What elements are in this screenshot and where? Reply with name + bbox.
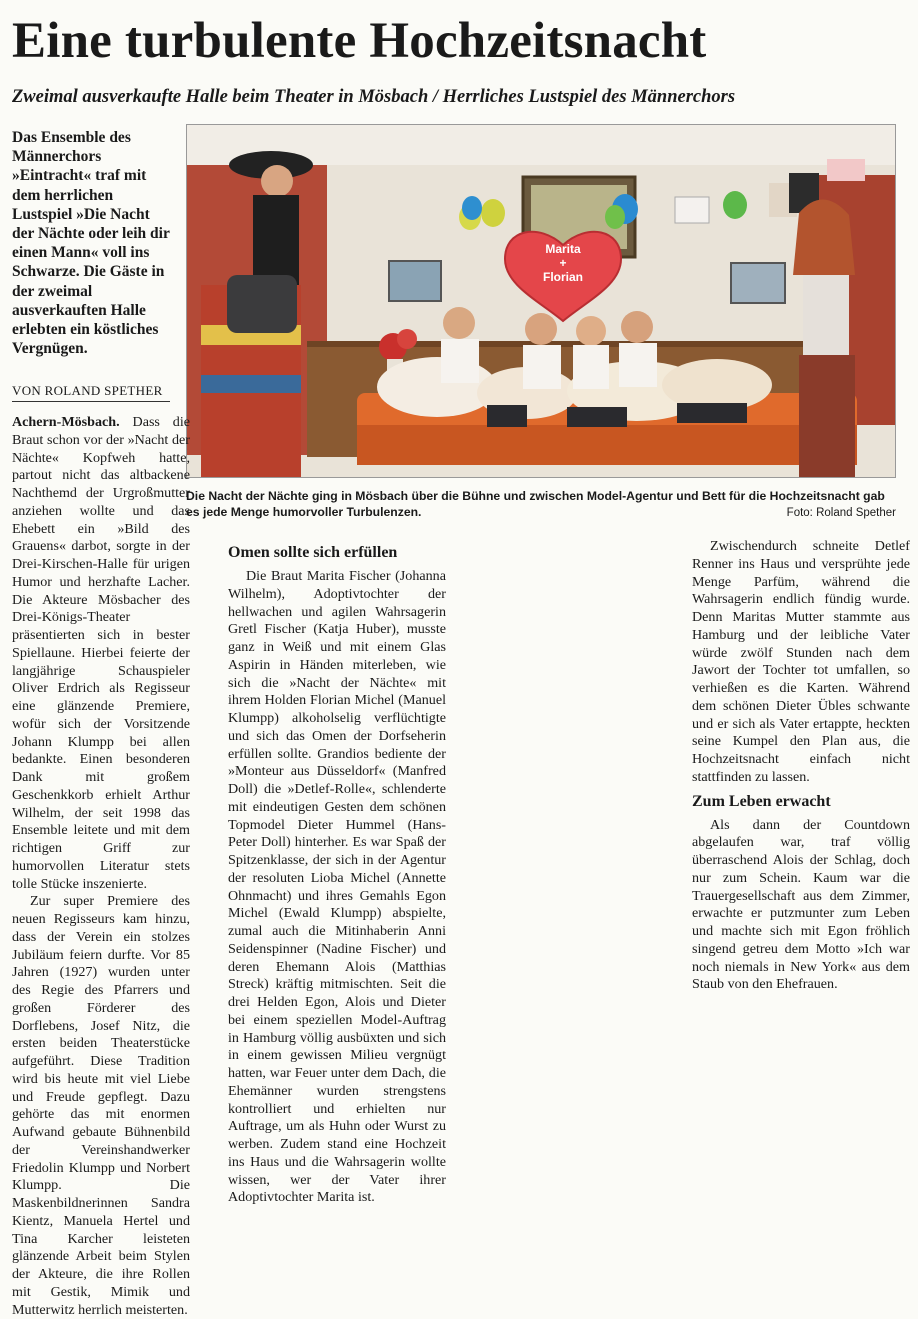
article-paragraph-4: Zwischendurch schneite Detlef Renner ins Haus und versprühte jede Menge Parfüm, während die Wahrsagerin endlich fündig wurde. Denn Maritas Mutter stammte aus Hamburg und der leibliche Vater würde zwölf Stunden nach dem Jawort der Tochter tot umfallen, so verhießen es die Karten. Während dem schönen Dieter Übles schwante und er sich als Vater ertappte, heckten seine Kumpel den Plan aus, die Hochzeitsnacht einfach nicht stattfinden zu lassen.	[692, 538, 910, 785]
subheading-omen: Omen sollte sich erfüllen	[228, 544, 398, 561]
lead-paragraph	[12, 128, 170, 358]
heart-sign-line3: Florian	[542, 270, 584, 284]
heart-sign-line1: Marita	[545, 242, 581, 256]
article-paragraph-5: Als dann der Countdown abgelaufen war, traf völlig überraschend Alois der Schlag, doch nur zum Schein. Kaum war die Trauergesellschaft aus dem Zimmer, erwachte er putzmunter zum Leben und machte sich mit Egon fröhlich singend getreu dem Motto »Ich war noch niemals in New York« aus dem Staub von den Ehefrauen.	[692, 816, 910, 993]
heart-sign-line2: +	[559, 256, 567, 270]
stage-photo	[186, 124, 896, 478]
subheading-leben: Zum Leben erwacht	[692, 792, 831, 810]
dateline: Achern-Mösbach.	[12, 414, 120, 430]
article-paragraph-1	[12, 414, 190, 893]
article-paragraph-2: Zur super Premiere des neuen Regisseurs kam hinzu, dass der Verein ein stolzes Jubiläum feiern durfte. Vor 85 Jahren (1927) wurden unter des Regie des Pfarrers und großen Förderer des Dorflebens, Josef Nitz, die ersten beiden Theaterstücke aufgeführt. Diese Tradition wird bis heute mit viel Liebe und Freude gepflegt. Dazu gehörte das mit enormen Aufwand gebaute Bühnenbild der Vereinshandwerker Friedolin Klumpp und Norbert Klumpp. Die Maskenbildnerinnen Sandra Kientz, Manuela Hertel und Tina Karcher leisteten glänzende Arbeit beim Stylen der Akteure, die ihre Rollen mit Gestik, Mimik und Mutterwitz herrlich meisterten.	[12, 893, 190, 1318]
article-column-1	[12, 414, 190, 1319]
article-paragraph-3: Die Braut Marita Fischer (Johanna Wilhelm), Adoptivtochter der hellwachen und agilen Wahrsagerin Gretl Fischer (Katja Huber), musste ganz in Weiß und mit einem Glas Aspirin in Händen miterleben, wie sich die »Nacht der Nächte« mit ihrem Holden Florian Michel (Manuel Klumpp) alkoholselig verflüchtigte und sich das Omen der Dorfseherin erfüllen sollte. Grandios bediente der »Monteur aus Düsseldorf« (Manfred Doll) die »Detlef-Rolle«, schlenderte mit eindeutigen Gesten dem schönen Topmodel Dieter Hummel (Hans-Peter Doll) hinterher. Es war Spaß der Spitzenklasse, der sich in der Agentur der resoluten Lioba Michel (Annette Ohnmacht) und ihres Gemahls Egon Michel (Ewald Klumpp) abspielte, zumal auch die Mitinhaberin Anni Seidenspinner (Nadine Fischer) und deren Ehemann Alois (Matthias Streck) kräftig mitmischten. Seit die drei Helden Egon, Alois und Dieter bei einem speziellen Model-Auftrag in Hamburg völlig ausbüxten und sich in einem gewissen Milieu vergnügt hatten, war Feuer unter dem Dach, die Ehemänner wurden strengstens kontrolliert und erhielten nur Auftrage, um als Huhn oder Wurst zu werben. Zudem stand eine Hochzeit ins Haus und die Wahrsagerin wollte wissen, wer der Vater ihrer Adoptivtochter Marita ist.	[228, 568, 446, 1206]
photo-credit: Foto: Roland Spether	[786, 507, 896, 519]
photo-caption: Die Nacht der Nächte ging in Mösbach über die Bühne und zwischen Model-Agentur und Bett für die Hochzeitsnacht gab es jede Menge humorvoller Turbulenzen.	[186, 489, 885, 519]
headline: Eine turbulente Hochzeitsnacht	[12, 13, 707, 69]
article-paragraph-1-text: Dass die Braut schon vor der »Nacht der Nächte« Kopfweh hatte, partout nicht das altbackene Nachthemd der Urgroßmutter anziehen wollte und das Ehebett ein »Bild des Grauens« darbot, sorgte in der Drei-Kirschen-Halle für urigen Humor und herzhafte Lacher. Die Akteure Mösbacher des Drei-Königs-Theater präsentierten sich in bester Spiellaune. Hierbei feierte der langjährige Schauspieler Oliver Erdrich als Regisseur eine glänzende Premiere, wofür sich der Vorsitzende Johann Klumpp bei allen bedankte. Einen besonderen Dank mit großem Geschenkkorb erhielt Arthur Wilhelm, der seit 1998 das Ensemble leitete und mit dem richtigen Griff zur humorvollen Literatur stets tolle Stücke inszenierte.	[12, 414, 190, 892]
subheadline: Zweimal ausverkaufte Halle beim Theater in Mösbach / Herrliches Lustspiel des Männerchors	[12, 87, 736, 107]
article-column-2	[228, 538, 446, 1207]
lead-text: Das Ensemble des Männerchors »Eintracht« traf mit dem herrlichen Lustspiel »Die Nacht der Nächte oder leih dir einen Mann« voll ins Schwarze. Die Gäste in der zweimal ausverkauften Halle erlebten ein köstliches Vergnügen.	[12, 129, 170, 358]
byline: VON ROLAND SPETHER	[12, 383, 170, 402]
stage-photo-illustration	[187, 125, 895, 477]
article-column-4	[692, 538, 910, 994]
